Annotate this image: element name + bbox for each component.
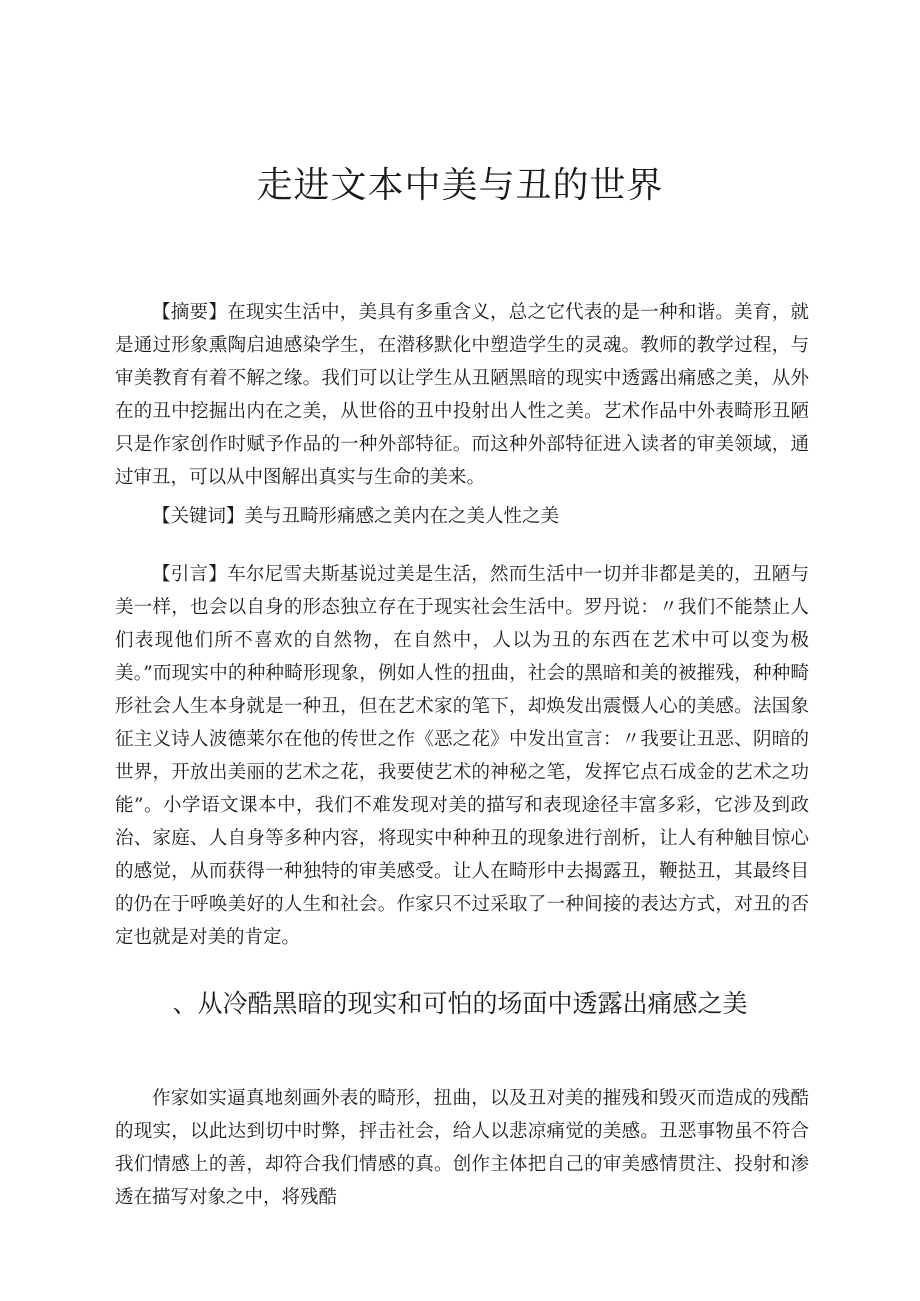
- keywords-text: 美与丑畸形痛感之美内在之美人性之美: [244, 506, 560, 527]
- abstract-tag: 【摘要】: [152, 302, 228, 323]
- section-heading: 、从冷酷黑暗的现实和可怕的场面中透露出痛感之美: [172, 989, 748, 1018]
- keywords-paragraph: [115, 500, 809, 533]
- section-paragraph: 作家如实逼真地刻画外表的畸形，扭曲，以及丑对美的摧残和毁灭而造成的残酷的现实，以此达到切中时弊，抨击社会，给人以悲凉痛觉的美感。丑恶事物虽不符合我们情感上的善，却符合我们情感的真。创作主体把自己的审美感情贯注、投射和渗透在描写对象之中，将残酷: [115, 1088, 809, 1208]
- abstract-text: 在现实生活中，美具有多重含义，总之它代表的是一种和谐。美育，就是通过形象熏陶启迪感染学生，在潜移默化中塑造学生的灵魂。教师的教学过程，与审美教育有着不解之缘。我们可以让学生从丑陋黑暗的现实中透露出痛感之美，从外在的丑中挖掘出内在之美，从世俗的丑中投射出人性之美。艺术作品中外表畸形丑陋只是作家创作时赋予作品的一种外部特征。而这种外部特征进入读者的审美领域，通过审丑，可以从中图解出真实与生命的美来。: [115, 302, 809, 488]
- introduction-text: 车尔尼雪夫斯基说过美是生活，然而生活中一切并非都是美的，丑陋与美一样，也会以自身的形态独立存在于现实社会生活中。罗丹说：〃我们不能禁止人们表现他们所不喜欢的自然物，在自然中，人以为丑的东西在艺术中可以变为极美。”而现实中的种种畸形现象，例如人性的扭曲，社会的黑暗和美的被摧残，种种畸形社会人生本身就是一种丑，但在艺术家的笔下，却焕发出震慑人心的美感。法国象征主义诗人波德莱尔在他的传世之作《恶之花》中发出宣言：〃我要让丑恶、阴暗的世界，开放出美丽的艺术之花，我要使艺术的神秘之笔，发挥它点石成金的艺术之功能”。小学语文课本中，我们不难发现对美的描写和表现途径丰富多彩，它涉及到政治、家庭、人自身等多种内容，将现实中种种丑的现象进行剖析，让人有种触目惊心的感觉，从而获得一种独特的审美感受。让人在畸形中去揭露丑，鞭挞丑，其最终目的仍在于呼唤美好的人生和社会。作家只不过采取了一种间接的表达方式，对丑的否定也就是对美的肯定。: [115, 564, 809, 948]
- document-title: 走进文本中美与丑的世界: [256, 165, 664, 206]
- introduction-tag: 【引言】: [152, 564, 228, 585]
- keywords-tag: 【关键词】: [152, 506, 245, 527]
- introduction-paragraph: [115, 558, 809, 954]
- abstract-paragraph: [115, 296, 809, 494]
